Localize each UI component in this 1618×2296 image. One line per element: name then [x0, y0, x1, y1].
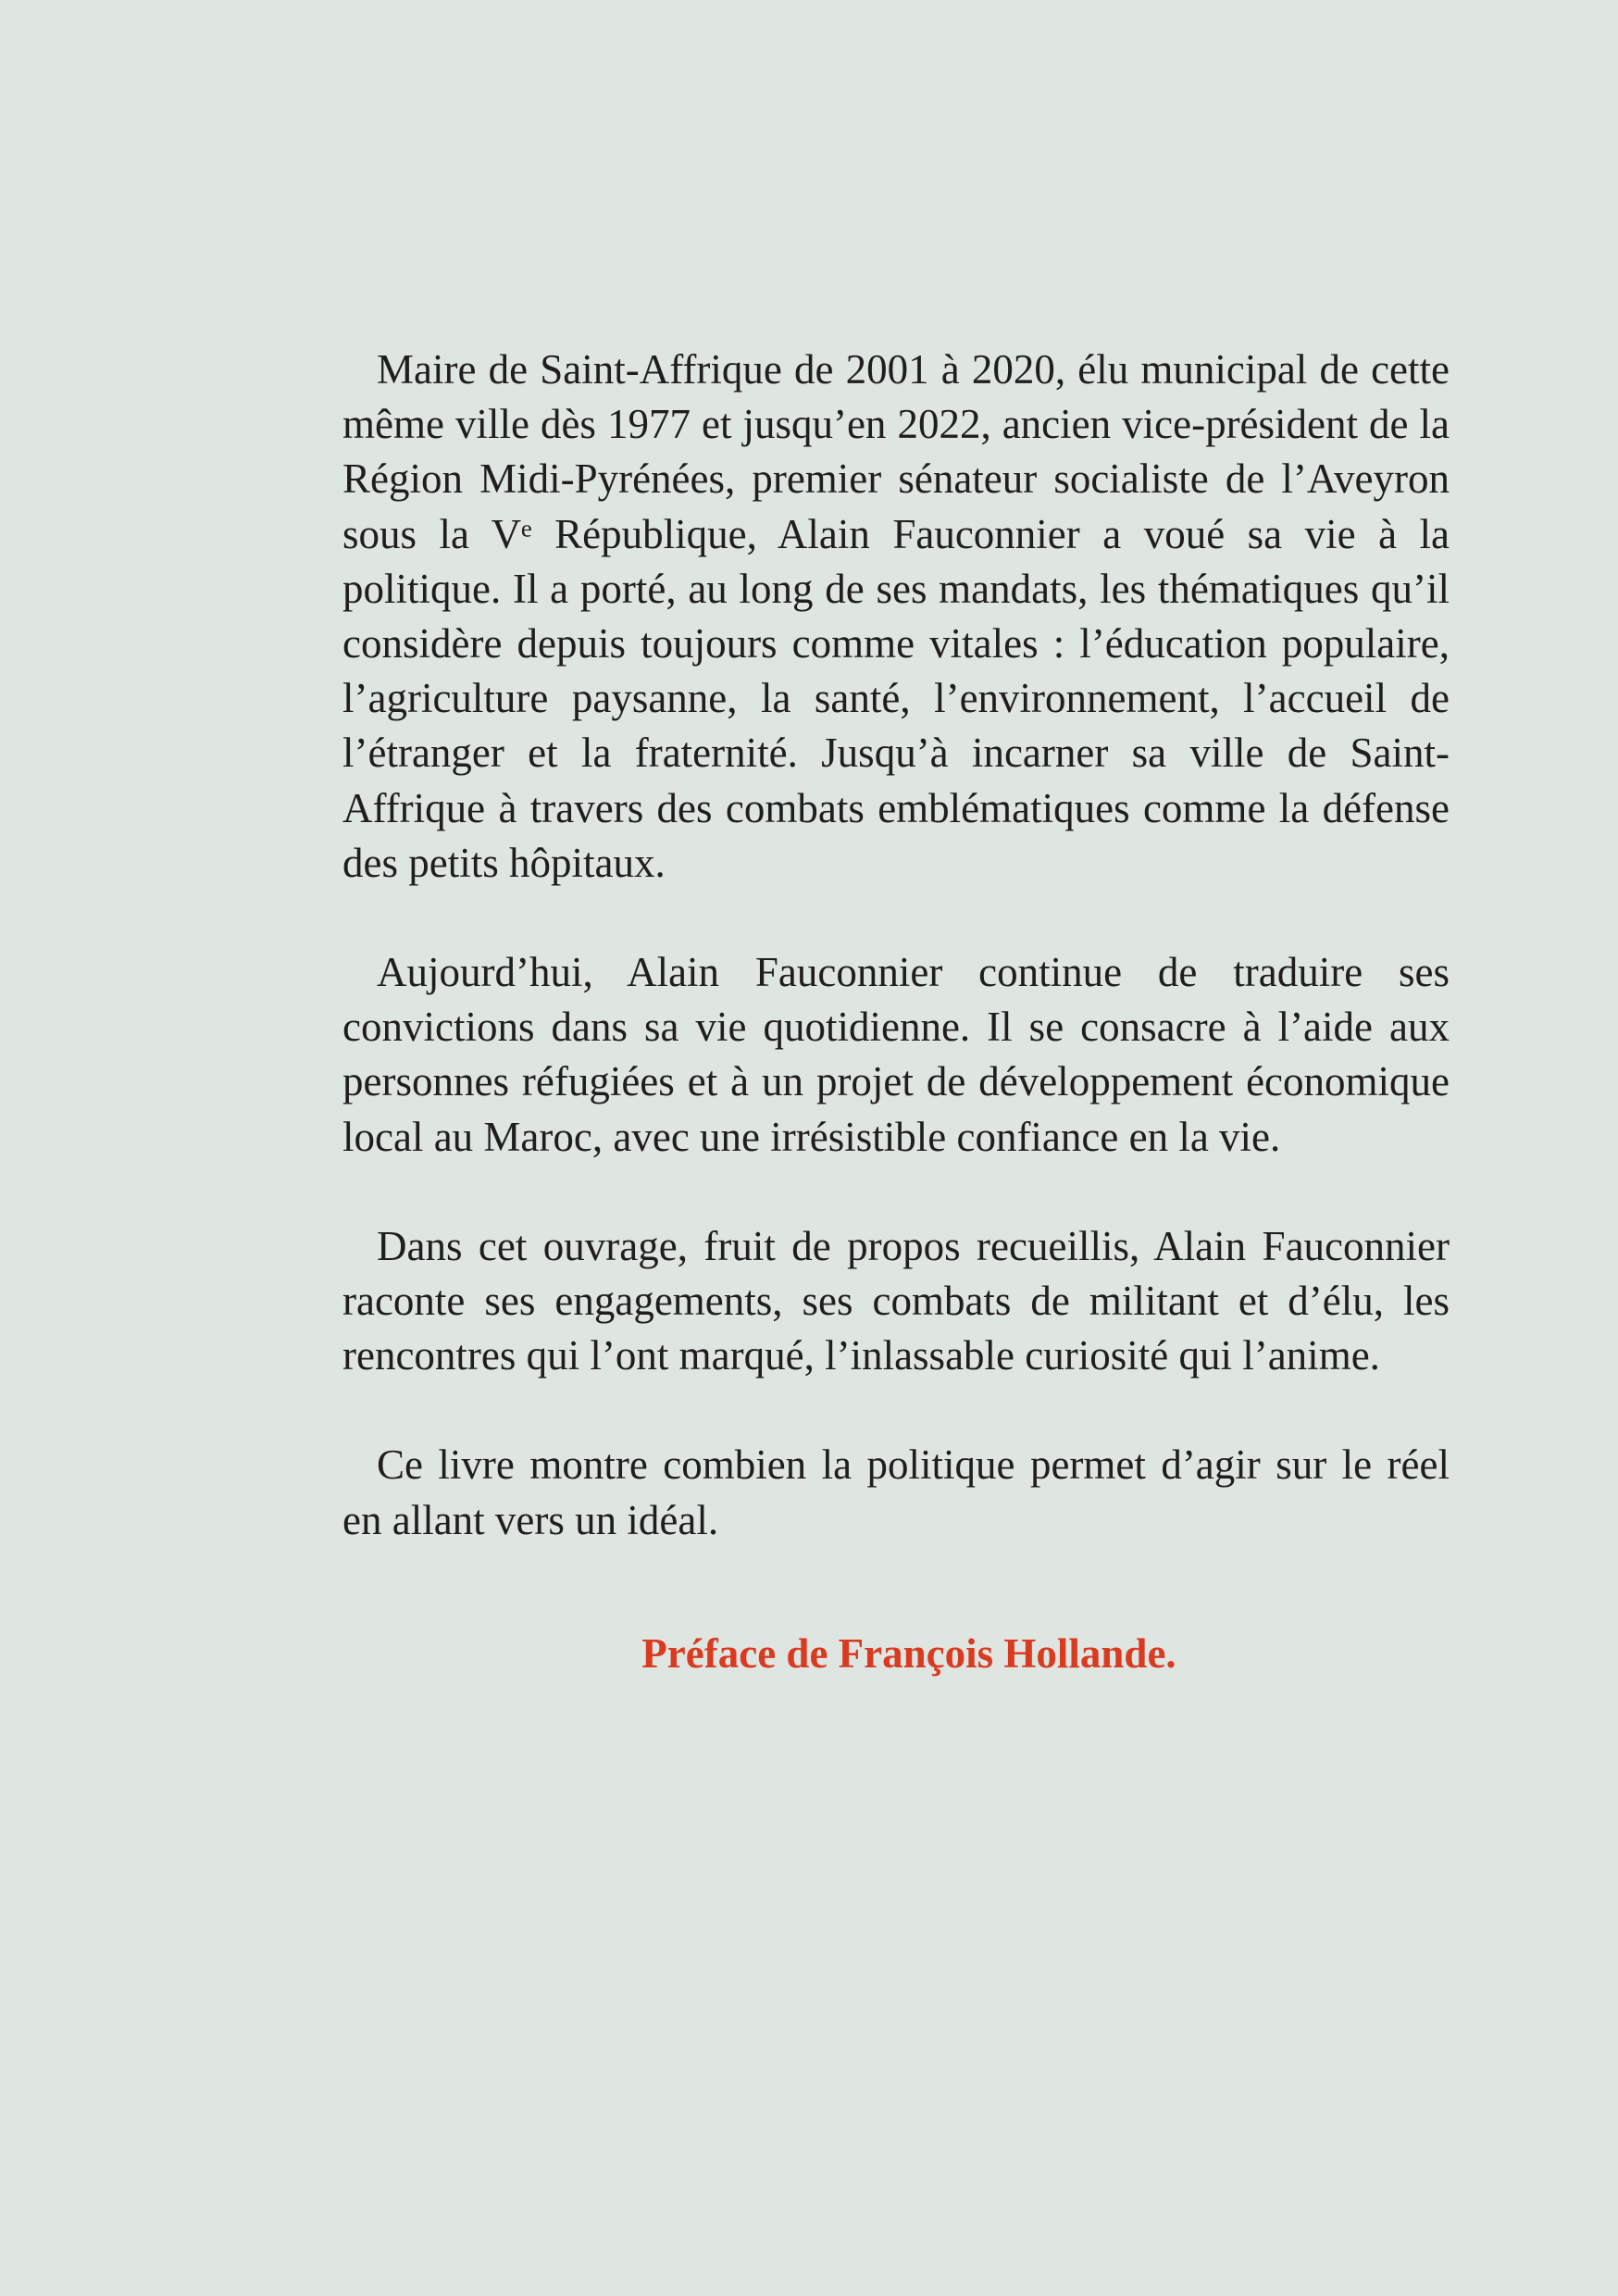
blurb-paragraph-3: Dans cet ouvrage, fruit de propos recueillis, Alain Fauconnier raconte ses engagements, ses combats de militant et d’élu, les rencontres qui l’ont marqué, l’inlassable curiosité qui l’anime.	[342, 1222, 1450, 1379]
preface-credit: Préface de François Hollande.	[641, 1630, 1176, 1677]
blurb-text	[342, 343, 1450, 1548]
blurb-paragraph-1: Maire de Saint-Affrique de 2001 à 2020, élu municipal de cette même ville dès 1977 et jusqu’en 2022, ancien vice-président de la Région Midi-Pyrénées, premier sénateur socialiste de l’Aveyron sous la Vᵉ République, Alain Fauconnier a voué sa vie à la politique. Il a porté, au long de ses mandats, les thématiques qu’il considère depuis toujours comme vitales : l’éducation populaire, l’agriculture paysanne, la santé, l’environnement, l’accueil de l’étranger et la fraternité. Jusqu’à incarner sa ville de Saint-Affrique à travers des combats emblématiques comme la défense des petits hôpitaux.	[342, 346, 1450, 886]
blurb-paragraph-2: Aujourd’hui, Alain Fauconnier continue de traduire ses convictions dans sa vie quotidienne. Il se consacre à l’aide aux personnes réfugiées et à un projet de développement économique local au Maroc, avec une irrésistible confiance en la vie.	[342, 949, 1450, 1160]
blurb-paragraph-4: Ce livre montre combien la politique permet d’agir sur le réel en allant vers un idéal.	[342, 1441, 1450, 1543]
